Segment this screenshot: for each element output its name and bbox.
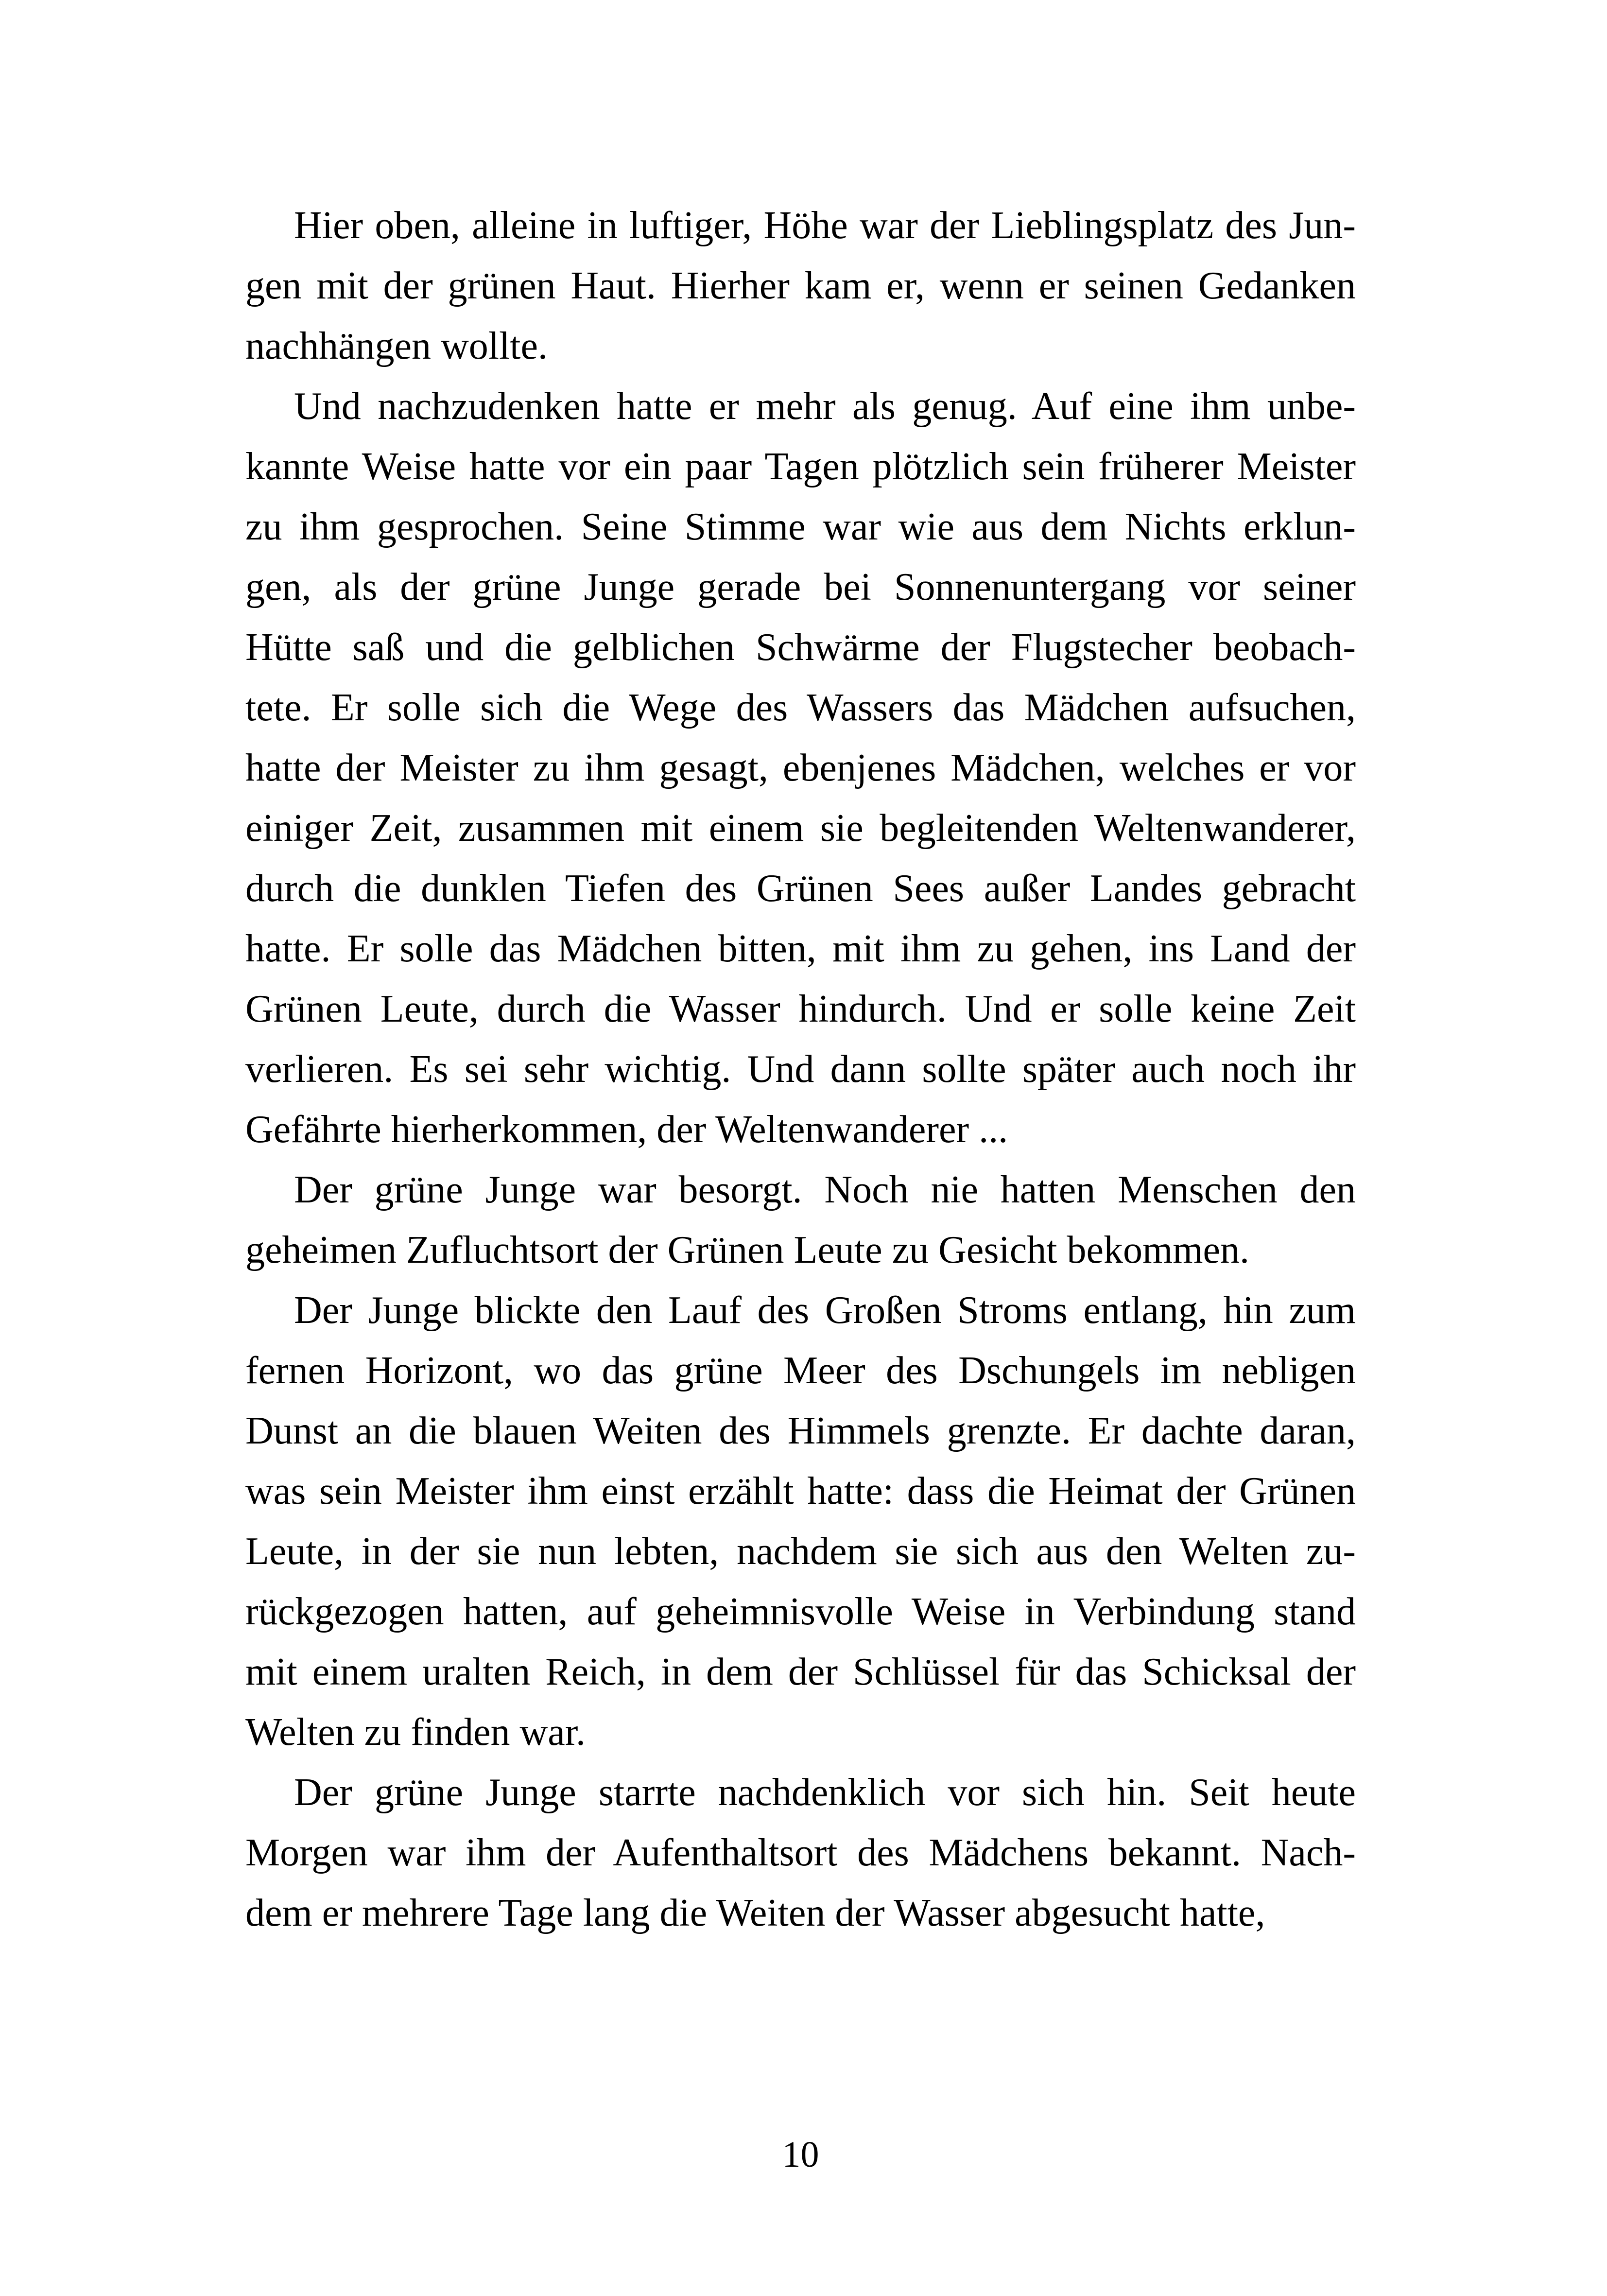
text-line: gen, als der grüne Junge gerade bei Sonnenuntergang vor seiner: [245, 566, 1356, 609]
text-line: tete. Er solle sich die Wege des Wassers das Mädchen aufsuchen,: [245, 686, 1356, 729]
paragraph: [245, 195, 1356, 376]
text-line: geheimen Zufluchtsort der Grünen Leute zu Gesicht bekommen.: [245, 1229, 1249, 1271]
text-line: hatte. Er solle das Mädchen bitten, mit ihm zu gehen, ins Land der: [245, 927, 1356, 970]
text-line: einiger Zeit, zusammen mit einem sie begleitenden Weltenwanderer,: [245, 807, 1356, 850]
text-line: Hütte saß und die gelblichen Schwärme der Flugstecher beobach-: [245, 626, 1356, 669]
text-line: kannte Weise hatte vor ein paar Tagen plötzlich sein früherer Meister: [245, 445, 1356, 488]
text-line: zu ihm gesprochen. Seine Stimme war wie aus dem Nichts erklun-: [245, 505, 1356, 548]
paragraph: [245, 1160, 1356, 1280]
body-text: [245, 195, 1356, 1943]
text-line: durch die dunklen Tiefen des Grünen Sees außer Landes gebracht: [245, 867, 1356, 910]
text-line: Der grüne Junge war besorgt. Noch nie hatten Menschen den: [294, 1168, 1356, 1211]
text-line: Hier oben, alleine in luftiger, Höhe war der Lieblingsplatz des Jun-: [294, 204, 1356, 247]
text-line: Morgen war ihm der Aufenthaltsort des Mädchens bekannt. Nach-: [245, 1831, 1356, 1874]
text-line: gen mit der grünen Haut. Hierher kam er, wenn er seinen Gedanken: [245, 264, 1356, 307]
text-line: mit einem uralten Reich, in dem der Schlüssel für das Schicksal der: [245, 1651, 1356, 1693]
paragraph: [245, 1762, 1356, 1943]
text-line: Der Junge blickte den Lauf des Großen Stroms entlang, hin zum: [294, 1289, 1356, 1332]
text-line: nachhängen wollte.: [245, 325, 548, 367]
text-line: was sein Meister ihm einst erzählt hatte: dass die Heimat der Grünen: [245, 1470, 1356, 1513]
text-line: Und nachzudenken hatte er mehr als genug. Auf eine ihm unbe-: [294, 385, 1356, 428]
page-number: 10: [782, 2134, 819, 2175]
text-line: Welten zu finden war.: [245, 1711, 586, 1754]
text-line: verlieren. Es sei sehr wichtig. Und dann sollte später auch noch ihr: [245, 1048, 1356, 1091]
text-line: Grünen Leute, durch die Wasser hindurch. Und er solle keine Zeit: [245, 988, 1356, 1030]
text-line: Der grüne Junge starrte nachdenklich vor sich hin. Seit heute: [294, 1771, 1356, 1814]
text-line: dem er mehrere Tage lang die Weiten der Wasser abgesucht hatte,: [245, 1892, 1265, 1934]
text-line: Leute, in der sie nun lebten, nachdem sie sich aus den Welten zu-: [245, 1530, 1356, 1573]
text-line: Gefährte hierherkommen, der Weltenwanderer ...: [245, 1108, 1008, 1151]
paragraph: [245, 1280, 1356, 1762]
paragraph: [245, 376, 1356, 1160]
text-line: rückgezogen hatten, auf geheimnisvolle Weise in Verbindung stand: [245, 1590, 1356, 1633]
text-line: Dunst an die blauen Weiten des Himmels grenzte. Er dachte daran,: [245, 1409, 1356, 1452]
text-line: fernen Horizont, wo das grüne Meer des Dschungels im nebligen: [245, 1349, 1356, 1392]
text-line: hatte der Meister zu ihm gesagt, ebenjenes Mädchen, welches er vor: [245, 747, 1356, 789]
